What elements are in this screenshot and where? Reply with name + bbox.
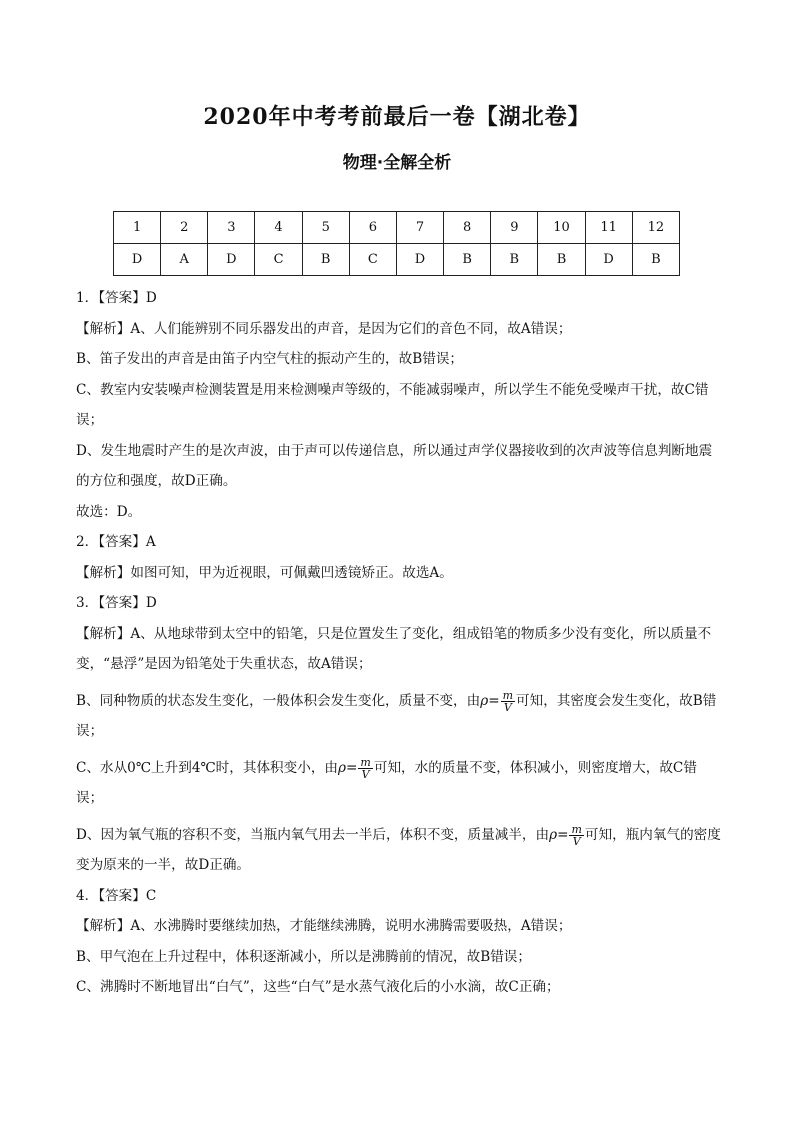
fraction-numerator: m <box>502 688 514 702</box>
answer-cell: D <box>585 244 632 276</box>
question-number: 2 <box>161 212 208 244</box>
answer-cell: D <box>208 244 255 276</box>
page-title: 2020年中考考前最后一卷【湖北卷】 <box>203 104 591 130</box>
answer-cell: C <box>255 244 302 276</box>
q3-d-text-pre: D、因为氧气瓶的容积不变，当瓶内氧气用去一半后，体积不变，质量减半，由 <box>76 826 550 843</box>
q3-explanation-b <box>76 686 722 747</box>
question-number: 7 <box>396 212 443 244</box>
answer-table-numbers-row <box>114 212 680 244</box>
question-number: 11 <box>585 212 632 244</box>
question-number: 5 <box>302 212 349 244</box>
solution-body <box>76 283 722 1003</box>
density-formula-lhs: ρ= <box>549 826 569 843</box>
page-subtitle: 物理·全解全析 <box>342 153 452 173</box>
question-number: 3 <box>208 212 255 244</box>
q3-explanation-d <box>76 820 722 881</box>
q1-explanation-c: C、教室内安装噪声检测装置是用来检测噪声等级的，不能减弱噪声，所以学生不能免受噪声干扰，故C错误； <box>76 381 709 428</box>
answer-table <box>113 211 680 276</box>
density-formula-lhs: ρ= <box>480 692 500 709</box>
q1-explanation-d: D、发生地震时产生的是次声波，由于声可以传递信息，所以通过声学仪器接收到的次声波等信息判断地震的方位和强度，故D正确。 <box>76 442 713 489</box>
question-number: 6 <box>349 212 396 244</box>
answer-cell: B <box>632 244 679 276</box>
question-number: 8 <box>444 212 491 244</box>
q1-answer-heading: 1．【答案】D <box>76 290 157 306</box>
q4-explanation-c: C、沸腾时不断地冒出“白气”，这些“白气”是水蒸气液化后的小水滴，故C正确； <box>76 979 560 995</box>
q1-explanation-a: 【解析】A、人们能辨别不同乐器发出的声音，是因为它们的音色不同，故A错误； <box>76 320 572 337</box>
answer-cell: D <box>396 244 443 276</box>
fraction-denominator: V <box>572 834 581 848</box>
answer-cell: D <box>114 244 161 276</box>
q3-b-text-pre: B、同种物质的状态发生变化，一般体积会发生变化，质量不变，由 <box>76 692 481 709</box>
q2-answer-heading: 2．【答案】A <box>76 534 156 550</box>
fraction-numerator: m <box>360 755 371 769</box>
fraction-denominator: V <box>361 767 370 781</box>
density-fraction <box>501 690 515 713</box>
q2-explanation: 【解析】如图可知，甲为近视眼，可佩戴凹透镜矫正。故选A。 <box>76 564 453 581</box>
density-fraction <box>358 757 372 780</box>
question-number: 9 <box>491 212 538 244</box>
q4-explanation-b: B、甲气泡在上升过程中，体积逐渐减小，所以是沸腾前的情况，故B错误； <box>76 948 531 965</box>
q1-selection: 故选：D。 <box>76 503 142 520</box>
answer-table-answers-row <box>114 244 680 276</box>
answer-cell: B <box>538 244 585 276</box>
density-fraction <box>569 824 583 847</box>
q3-explanation-c <box>76 753 722 814</box>
q4-explanation-a: 【解析】A、水沸腾时要继续加热，才能继续沸腾，说明水沸腾需要吸热，A错误； <box>76 918 572 934</box>
fraction-numerator: m <box>571 822 582 836</box>
answer-cell: B <box>491 244 538 276</box>
q1-explanation-b: B、笛子发出的声音是由笛子内空气柱的振动产生的，故B错误； <box>76 351 464 367</box>
answer-cell: B <box>302 244 349 276</box>
q3-c-text-pre: C、水从0℃上升到4℃时，其体积变小，由 <box>76 759 339 776</box>
question-number: 1 <box>114 212 161 244</box>
q3-d-text-post: 可知，瓶内氧气的密度变为原来的一半，故D正确。 <box>76 826 721 873</box>
answer-cell: B <box>444 244 491 276</box>
q3-explanation-a: 【解析】A、从地球带到太空中的铅笔，只是位置发生了变化，组成铅笔的物质多少没有变化，所以质量不变，“悬浮”是因为铅笔处于失重状态，故A错误； <box>76 625 712 672</box>
density-formula-lhs: ρ= <box>338 759 358 776</box>
q3-c-text-post: 可知，水的质量不变，体积减小，则密度增大，故C错误； <box>76 759 697 806</box>
q3-answer-heading: 3．【答案】D <box>76 595 157 611</box>
fraction-denominator: V <box>503 700 512 714</box>
question-number: 4 <box>255 212 302 244</box>
question-number: 12 <box>632 212 679 244</box>
q3-b-text-post: 可知，其密度会发生变化，故B错误； <box>76 692 717 739</box>
q4-answer-heading: 4．【答案】C <box>76 887 157 904</box>
answer-cell: A <box>161 244 208 276</box>
answer-cell: C <box>349 244 396 276</box>
question-number: 10 <box>538 212 585 244</box>
